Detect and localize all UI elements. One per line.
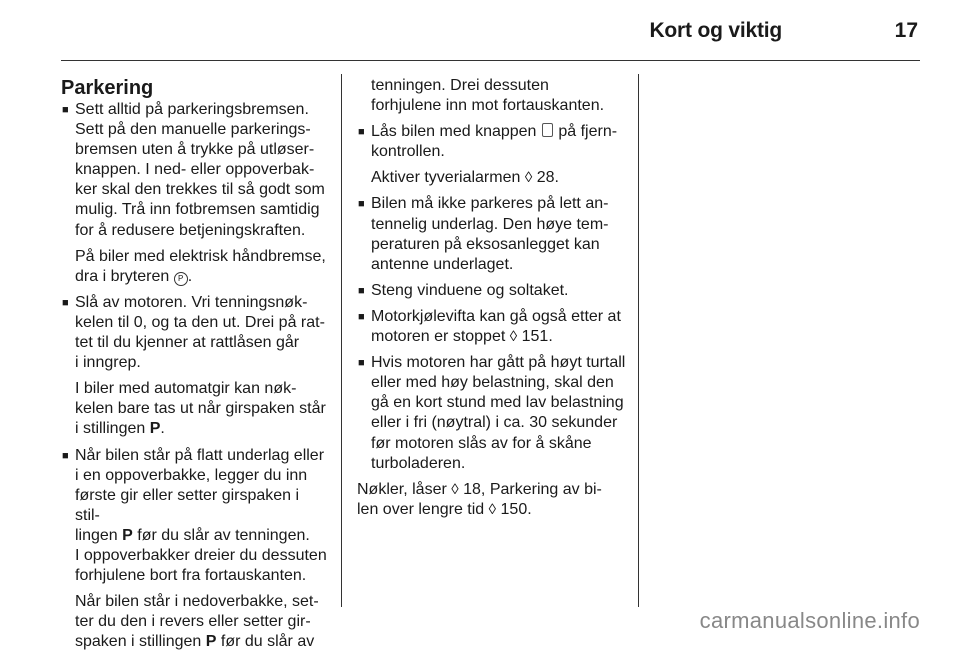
list-item bbox=[61, 100, 328, 287]
text-span: lingen bbox=[75, 527, 122, 544]
text-span: 18, Parkering av bi- bbox=[463, 481, 602, 498]
text-line: Når bilen står i nedoverbakke, set- bbox=[75, 592, 328, 612]
text-span: dra i bryteren bbox=[75, 268, 169, 285]
bullet-icon: ■ bbox=[358, 194, 365, 214]
list-item bbox=[61, 446, 328, 652]
header-rule bbox=[61, 60, 920, 61]
column-divider-right bbox=[638, 74, 639, 607]
page-reference: 151. bbox=[522, 328, 553, 345]
cross-reference-paragraph bbox=[357, 480, 627, 520]
text-line: kontrollen. bbox=[371, 142, 627, 162]
text-span: len over lengre tid bbox=[357, 501, 484, 518]
text-line bbox=[371, 168, 627, 188]
text-span: Aktiver tyverialarmen bbox=[371, 169, 520, 186]
list-item bbox=[357, 353, 627, 474]
text-line: ter du den i revers eller setter gir- bbox=[75, 612, 328, 632]
list-item bbox=[357, 307, 627, 347]
text-line: Sett alltid på parkeringsbremsen. bbox=[75, 100, 328, 120]
text-line: før motoren slås av for å skåne bbox=[371, 434, 627, 454]
text-line: forhjulene inn mot fortauskanten. bbox=[371, 96, 627, 116]
page-reference: 28. bbox=[537, 169, 559, 186]
text-span: før du slår av bbox=[216, 633, 314, 650]
text-line bbox=[75, 419, 328, 439]
parking-brake-switch-icon: P bbox=[174, 272, 188, 286]
text-line: i en oppoverbakke, legger du inn bbox=[75, 466, 328, 486]
text-span: Lås bilen med knappen bbox=[371, 123, 536, 140]
text-line: kelen bare tas ut når girspaken står bbox=[75, 399, 328, 419]
list-item bbox=[357, 194, 627, 274]
text-line: Bilen må ikke parkeres på lett an- bbox=[371, 194, 627, 214]
text-line: Motorkjølevifta kan gå også etter at bbox=[371, 307, 627, 327]
page-reference: 150. bbox=[501, 501, 532, 518]
text-line: eller med høy belastning, skal den bbox=[371, 373, 627, 393]
text-span: i stillingen bbox=[75, 420, 150, 437]
text-line: tenningen. Drei dessuten bbox=[371, 76, 627, 96]
text-line: eller i fri (nøytral) i ca. 30 sekunder bbox=[371, 413, 627, 433]
page-header-title: Kort og viktig bbox=[649, 19, 782, 43]
reference-icon: ◊ bbox=[451, 481, 458, 498]
text-line: gå en kort stund med lav belastning bbox=[371, 393, 627, 413]
text-line: Slå av motoren. Vri tenningsnøk- bbox=[75, 293, 328, 313]
text-line bbox=[357, 480, 627, 500]
reference-icon: ◊ bbox=[489, 501, 496, 518]
watermark: carmanualsonline.info bbox=[700, 608, 920, 634]
bullet-icon: ■ bbox=[358, 122, 365, 142]
continued-text bbox=[357, 76, 627, 116]
gear-p-label: P bbox=[122, 527, 133, 544]
text-line: I oppoverbakker dreier du dessuten bbox=[75, 546, 328, 566]
text-span: motoren er stoppet bbox=[371, 328, 505, 345]
list-item bbox=[61, 293, 328, 440]
text-line: bremsen uten å trykke på utløser- bbox=[75, 140, 328, 160]
reference-icon: ◊ bbox=[525, 169, 532, 186]
text-line: turboladeren. bbox=[371, 454, 627, 474]
bullet-icon: ■ bbox=[62, 100, 69, 120]
text-line: første gir eller setter girspaken i stil- bbox=[75, 486, 328, 526]
bullet-icon: ■ bbox=[358, 353, 365, 373]
text-line: for å redusere betjeningskraften. bbox=[75, 221, 328, 241]
bullet-icon: ■ bbox=[62, 446, 69, 466]
text-line bbox=[75, 267, 328, 287]
text-span: på fjern- bbox=[558, 123, 617, 140]
text-line: tennelig underlag. Den høye tem- bbox=[371, 215, 627, 235]
text-span: . bbox=[188, 268, 192, 285]
text-line bbox=[75, 632, 328, 652]
text-line: Steng vinduene og soltaket. bbox=[371, 281, 627, 301]
text-line: knappen. I ned- eller oppoverbak- bbox=[75, 160, 328, 180]
text-line: I biler med automatgir kan nøk- bbox=[75, 379, 328, 399]
text-line: Når bilen står på flatt underlag eller bbox=[75, 446, 328, 466]
bullet-icon: ■ bbox=[358, 307, 365, 327]
text-line: Sett på den manuelle parkerings- bbox=[75, 120, 328, 140]
text-span: Nøkler, låser bbox=[357, 481, 447, 498]
lock-button-icon bbox=[542, 123, 553, 137]
text-line bbox=[357, 500, 627, 520]
text-span: spaken i stillingen bbox=[75, 633, 206, 650]
gear-p-label: P bbox=[150, 420, 161, 437]
gear-p-label: P bbox=[206, 633, 217, 650]
text-line bbox=[371, 122, 627, 142]
list-item bbox=[357, 281, 627, 301]
text-line: tet til du kjenner at rattlåsen går bbox=[75, 333, 328, 353]
list-item bbox=[357, 122, 627, 188]
text-line: i inngrep. bbox=[75, 353, 328, 373]
page-number: 17 bbox=[895, 19, 918, 43]
text-line: peraturen på eksosanlegget kan bbox=[371, 235, 627, 255]
text-line: mulig. Trå inn fotbremsen samtidig bbox=[75, 200, 328, 220]
text-span: . bbox=[160, 420, 164, 437]
text-line: forhjulene bort fra fortauskanten. bbox=[75, 566, 328, 586]
text-line: ker skal den trekkes til så godt som bbox=[75, 180, 328, 200]
text-line: kelen til 0, og ta den ut. Drei på rat- bbox=[75, 313, 328, 333]
bullet-icon: ■ bbox=[358, 281, 365, 301]
text-line: Hvis motoren har gått på høyt turtall bbox=[371, 353, 627, 373]
column-divider-left bbox=[341, 74, 342, 607]
text-span: før du slår av tenningen. bbox=[133, 527, 310, 544]
text-line bbox=[75, 526, 328, 546]
bullet-icon: ■ bbox=[62, 293, 69, 313]
column-left bbox=[61, 72, 328, 652]
section-heading: Parkering bbox=[61, 76, 328, 100]
reference-icon: ◊ bbox=[510, 328, 517, 345]
text-line: antenne underlaget. bbox=[371, 255, 627, 275]
text-line: På biler med elektrisk håndbremse, bbox=[75, 247, 328, 267]
text-line bbox=[371, 327, 627, 347]
column-middle bbox=[357, 72, 627, 520]
